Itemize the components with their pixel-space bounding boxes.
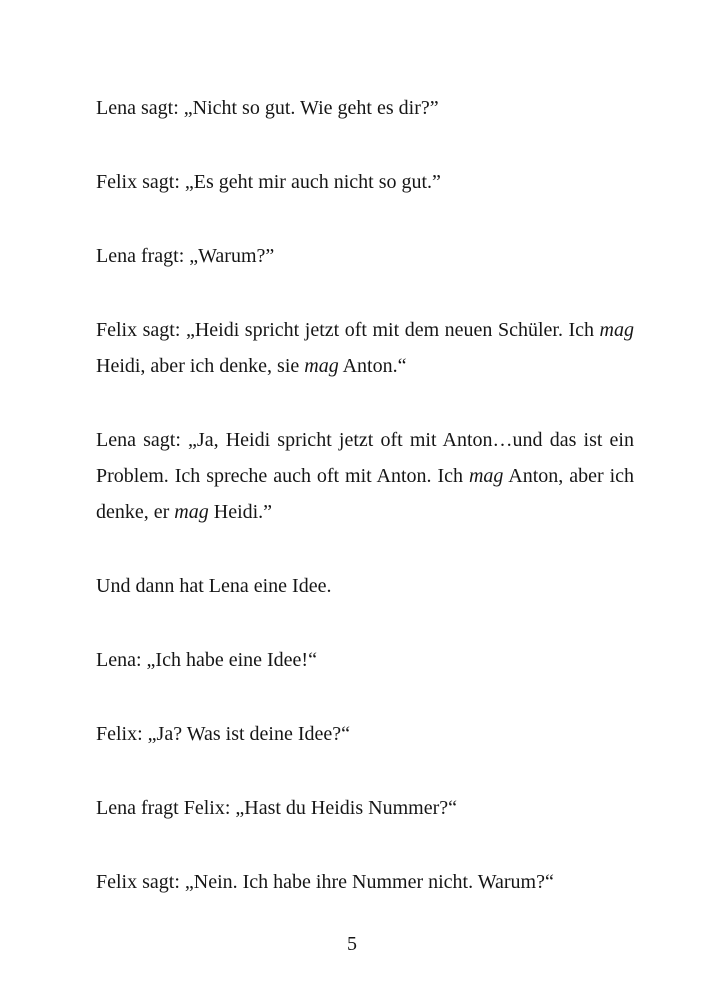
text-segment: Felix sagt: „Heidi spricht jetzt oft mit dem neuen Schüler. Ich bbox=[96, 319, 600, 341]
paragraph bbox=[96, 568, 634, 604]
text-segment: Und dann hat Lena eine Idee. bbox=[96, 575, 332, 597]
story-text bbox=[96, 90, 634, 900]
paragraph bbox=[96, 312, 634, 384]
text-segment: Felix sagt: „Es geht mir auch nicht so gut.” bbox=[96, 171, 441, 193]
text-segment: Lena sagt: „Nicht so gut. Wie geht es dir?” bbox=[96, 97, 439, 119]
text-segment: Felix: „Ja? Was ist deine Idee?“ bbox=[96, 723, 351, 745]
text-segment: Heidi, aber ich denke, sie bbox=[96, 355, 305, 377]
text-segment: Lena fragt: „Warum?” bbox=[96, 245, 275, 267]
italic-text-segment: mag bbox=[599, 319, 634, 341]
paragraph bbox=[96, 790, 634, 826]
paragraph bbox=[96, 642, 634, 678]
text-segment: Lena: „Ich habe eine Idee!“ bbox=[96, 649, 317, 671]
italic-text-segment: mag bbox=[468, 465, 504, 487]
paragraph bbox=[96, 238, 634, 274]
paragraph bbox=[96, 164, 634, 200]
paragraph bbox=[96, 864, 634, 900]
text-segment: Anton, aber ich denke, er bbox=[96, 465, 634, 523]
paragraph bbox=[96, 90, 634, 126]
paragraph bbox=[96, 716, 634, 752]
text-segment: Anton.“ bbox=[338, 355, 407, 377]
text-segment: Felix sagt: „Nein. Ich habe ihre Nummer nicht. Warum?“ bbox=[96, 871, 554, 893]
page-number: 5 bbox=[347, 933, 357, 955]
text-segment: Lena fragt Felix: „Hast du Heidis Nummer?“ bbox=[96, 797, 457, 819]
italic-text-segment: mag bbox=[174, 501, 209, 523]
text-segment: Lena sagt: „Ja, Heidi spricht jetzt oft mit Anton…und das ist ein Problem. Ich spreche auch oft mit Anton. Ich bbox=[96, 429, 634, 487]
text-segment: Heidi.” bbox=[208, 501, 273, 523]
paragraph bbox=[96, 422, 634, 530]
italic-text-segment: mag bbox=[304, 355, 339, 377]
